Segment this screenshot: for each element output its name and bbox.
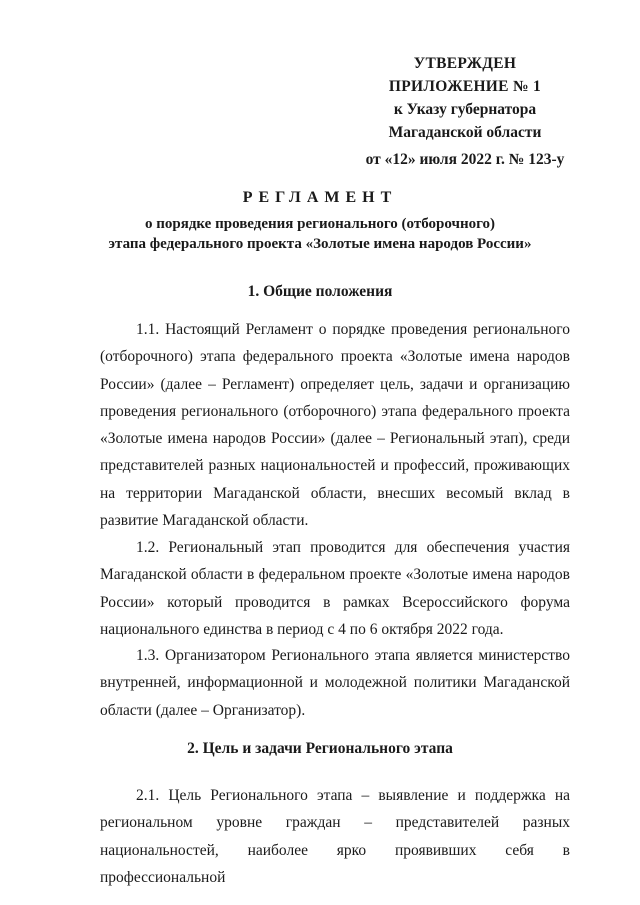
decree-reference: к Указу губернатора xyxy=(393,101,537,118)
paragraph-text: 1.3. Организатором Регионального этапа является министерство внутренней, информационной и молодежной политики Магаданской области (далее – Организатор). xyxy=(100,647,570,719)
document-title: РЕГЛАМЕНТ xyxy=(242,189,398,206)
approval-stamp-block xyxy=(330,52,600,171)
document-subtitle-line-1: о порядке проведения регионального (отборочного) xyxy=(144,216,496,232)
decree-date-number: от «12» июля 2022 г. № 123-у xyxy=(365,151,565,168)
document-subtitle-line-2: этапа федерального проекта «Золотые имена народов России» xyxy=(108,236,532,252)
section-heading-general-provisions: 1. Общие положения xyxy=(247,283,393,300)
appendix-label: ПРИЛОЖЕНИЕ № 1 xyxy=(388,78,542,95)
paragraph-1-1 xyxy=(100,316,570,534)
paragraph-text: 1.1. Настоящий Регламент о порядке проведения регионального (отборочного) этапа федерального проекта «Золотые имена народов России» (далее – Регламент) определяет цель, задачи и организацию проведения регионального (отборочного) этапа федерального проекта «Золотые имена народов России» (далее – Региональный этап), среди представителей разных национальностей и профессий, проживающих на территории Магаданской области, внесших весомый вклад в развитие Магаданской области. xyxy=(100,321,570,530)
section-heading-goals-and-tasks: 2. Цель и задачи Регионального этапа xyxy=(187,740,453,757)
paragraph-1-3 xyxy=(100,642,570,724)
paragraph-text: 1.2. Региональный этап проводится для обеспечения участия Магаданской области в федеральном проекте «Золотые имена народов России» который проводится в рамках Всероссийского форума национального единства в период с 4 по 6 октября 2022 года. xyxy=(100,539,570,638)
paragraph-text: 2.1. Цель Регионального этапа – выявление и поддержка на региональном уровне граждан – представителей разных национальностей, наиболее ярко проявивших себя в профессиональной xyxy=(100,787,570,886)
approved-label: УТВЕРЖДЕН xyxy=(413,55,517,72)
paragraph-2-1 xyxy=(100,782,570,891)
paragraph-1-2 xyxy=(100,534,570,643)
document-title-block xyxy=(60,186,580,254)
region-name: Магаданской области xyxy=(388,124,542,141)
